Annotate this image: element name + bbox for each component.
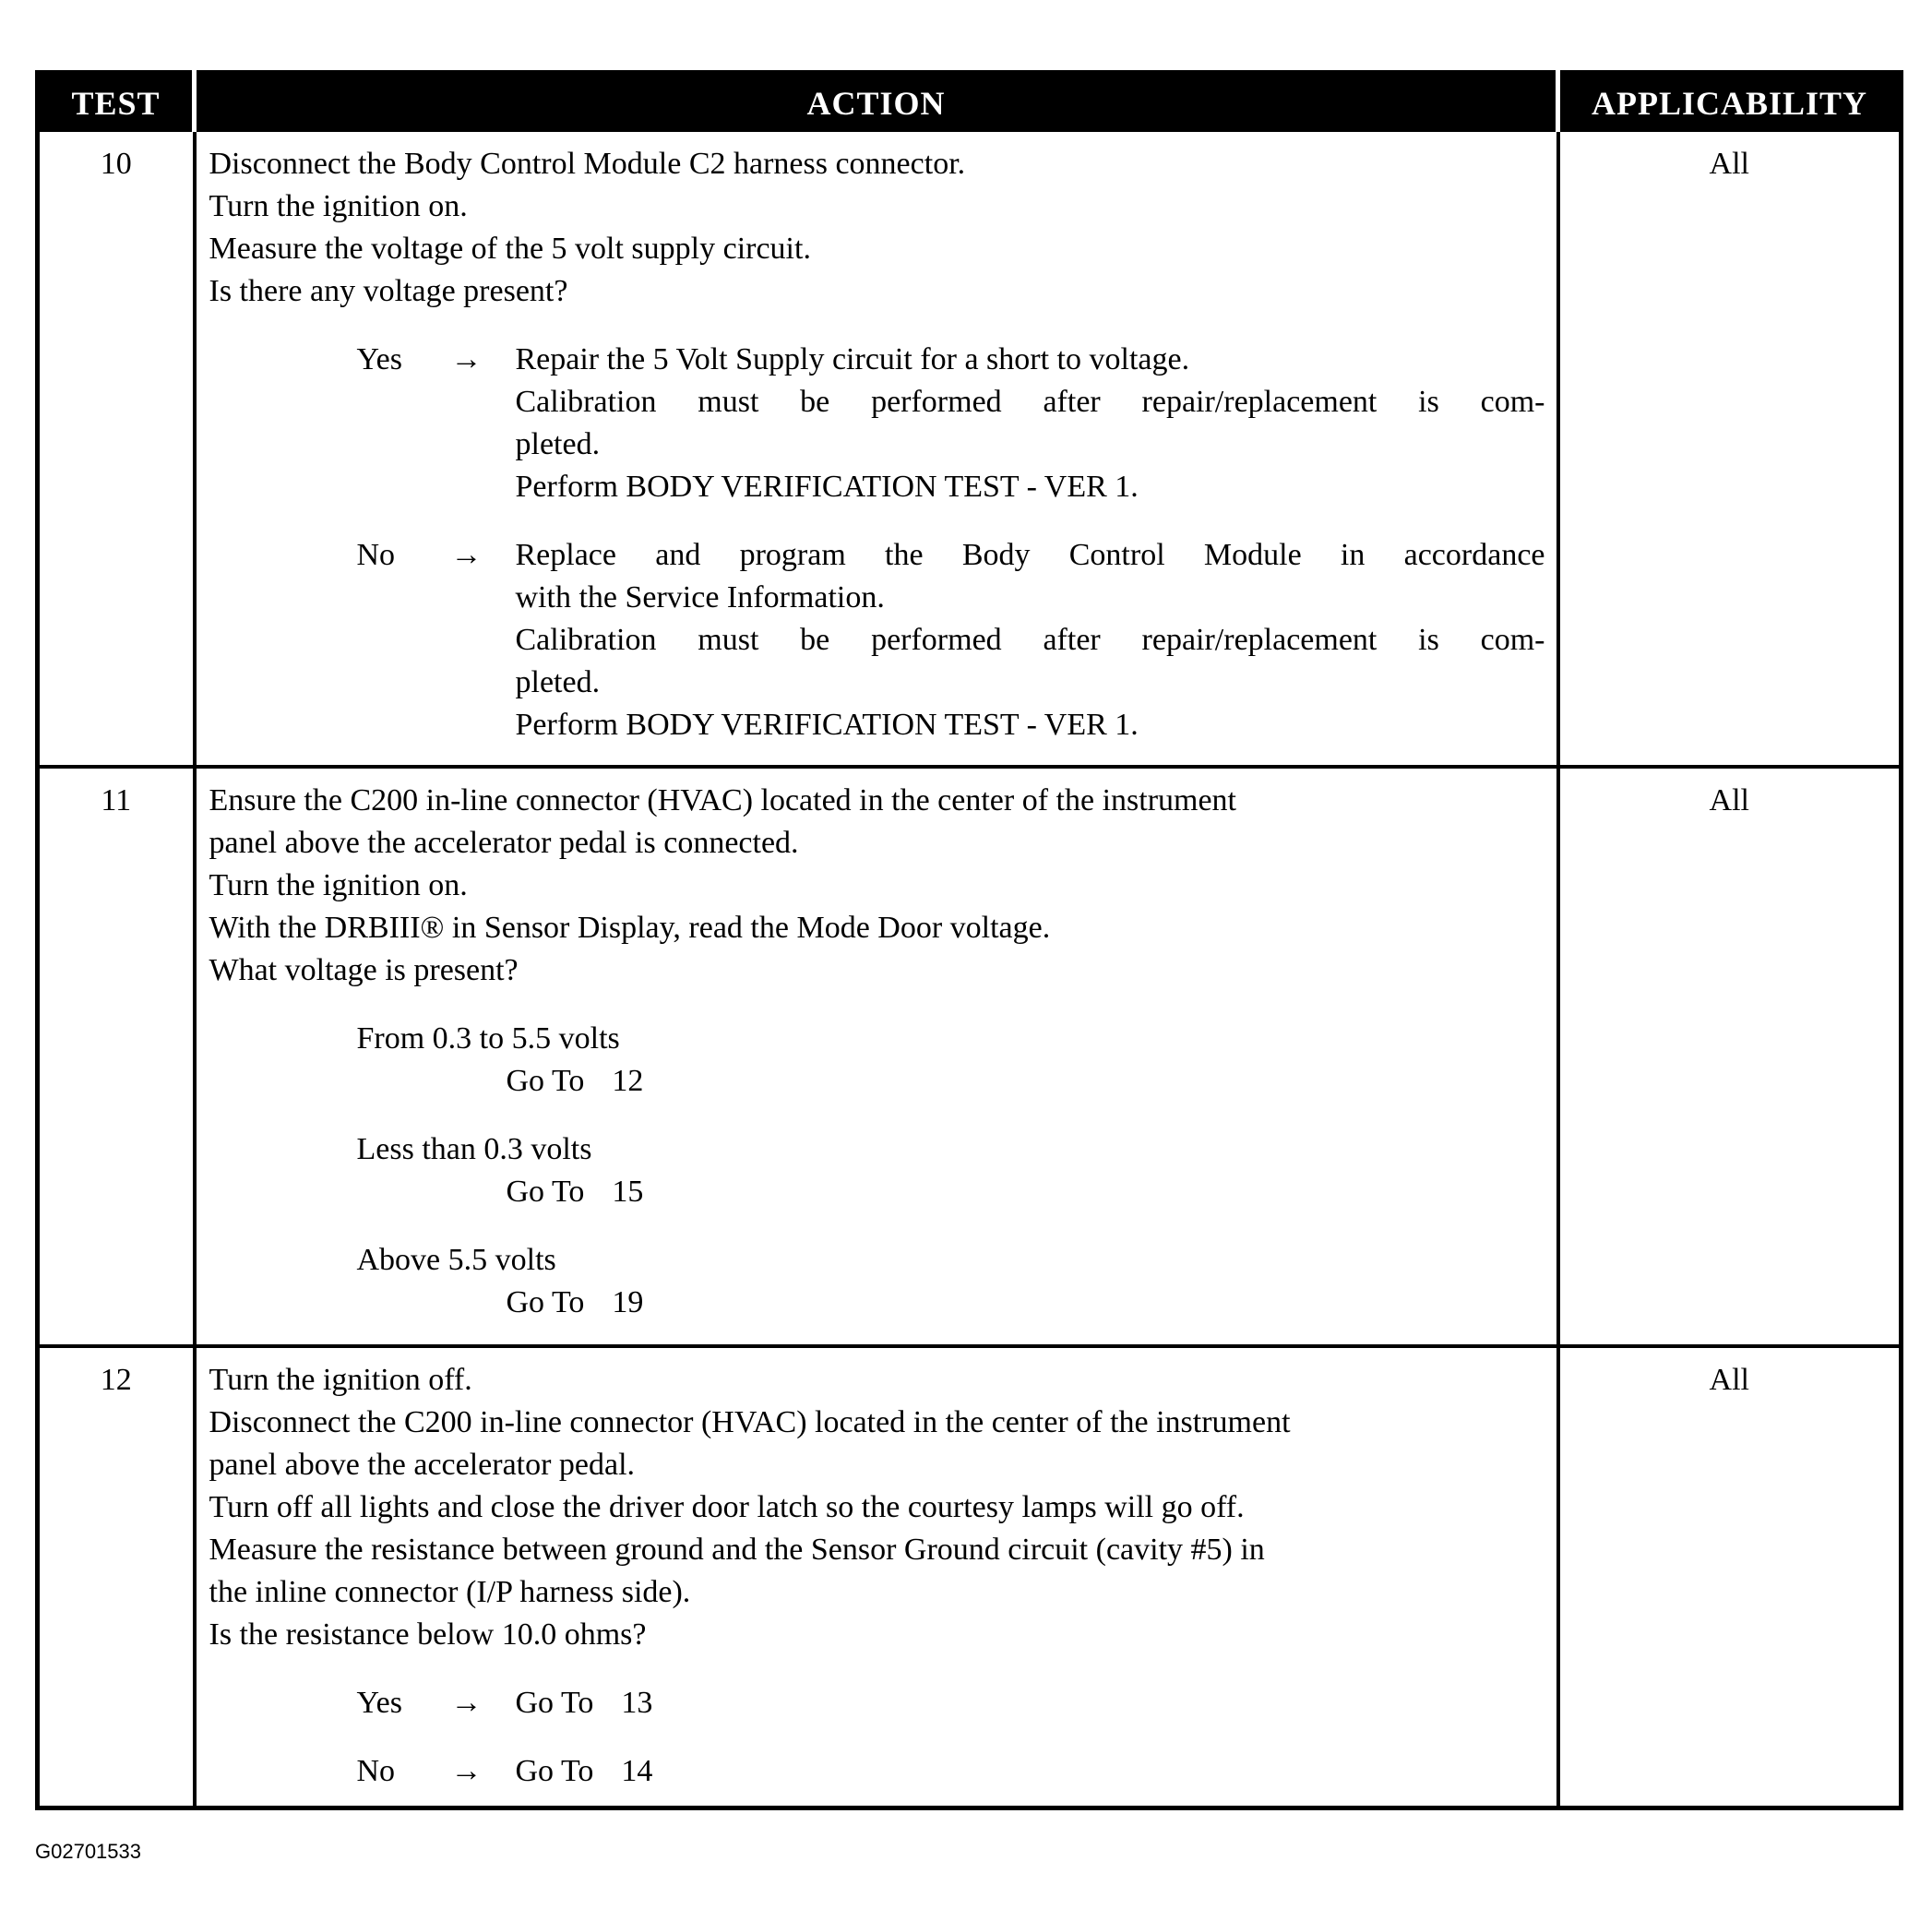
result-line: with the Service Information.: [515, 580, 885, 614]
outcome-yes: [209, 1682, 1545, 1724]
outcome-label: Yes: [356, 342, 402, 376]
goto-step: [516, 1750, 1545, 1793]
action-line: Ensure the C200 in-line connector (HVAC) located in the center of the instrument: [209, 783, 1236, 817]
goto-step: [516, 1682, 1545, 1724]
range-condition: From 0.3 to 5.5 volts: [356, 1021, 620, 1056]
result-line: Calibration must be performed after repair/replacement is com-: [515, 385, 1545, 419]
outcome-result: [516, 534, 1545, 746]
range-condition: Above 5.5 volts: [356, 1243, 556, 1277]
action-line: Is there any voltage present?: [209, 274, 568, 308]
action-line: Measure the voltage of the 5 volt supply circuit.: [209, 232, 811, 266]
arrow-icon: →: [450, 1754, 483, 1788]
action-line: Is the resistance below 10.0 ohms?: [209, 1617, 647, 1652]
action-line: Turn off all lights and close the driver door latch so the courtesy lamps will go off.: [209, 1490, 1245, 1524]
test-number: 12: [38, 1346, 195, 1808]
outcome-yes: [209, 339, 1545, 508]
outcome-result: [516, 339, 1545, 508]
action-line: panel above the accelerator pedal is connected.: [209, 826, 799, 860]
procedure-page: [35, 70, 1899, 1810]
applicability-value: All: [1558, 767, 1902, 1346]
arrow-icon: →: [450, 1686, 483, 1720]
goto-number: 13: [621, 1686, 653, 1720]
action-line: Disconnect the C200 in-line connector (HVAC) located in the center of the instrument: [209, 1405, 1291, 1439]
figure-id: G02701533: [35, 1840, 141, 1863]
applicability-value: All: [1558, 132, 1902, 767]
result-line: Calibration must be performed after repair/replacement is com-: [515, 623, 1545, 657]
goto-number: 12: [612, 1064, 644, 1098]
goto-label: Go To: [506, 1285, 585, 1319]
arrow-icon: →: [450, 342, 483, 376]
test-number: 10: [100, 147, 132, 181]
diagnostic-test-table: [35, 70, 1903, 1810]
goto-label: Go To: [515, 1754, 594, 1788]
action-line: What voltage is present?: [209, 953, 519, 987]
action-line: With the DRBIII® in Sensor Display, read the Mode Door voltage.: [209, 911, 1051, 945]
action-line: panel above the accelerator pedal.: [209, 1448, 636, 1482]
result-line: pleted.: [515, 665, 601, 699]
table-header-row: [38, 73, 1902, 133]
voltage-range: [209, 1018, 1545, 1103]
result-line: Perform BODY VERIFICATION TEST - VER 1.: [515, 708, 1139, 742]
action-cell: [195, 767, 1558, 1346]
header-applicability: APPLICABILITY: [1558, 73, 1902, 133]
result-line: Repair the 5 Volt Supply circuit for a short to voltage.: [515, 342, 1190, 376]
action-cell: [195, 132, 1558, 767]
header-test: TEST: [38, 73, 195, 133]
header-action: ACTION: [195, 73, 1558, 133]
test-number: 11: [38, 767, 195, 1346]
result-line: Replace and program the Body Control Module in accordance: [515, 538, 1545, 572]
result-line: Perform BODY VERIFICATION TEST - VER 1.: [515, 470, 1139, 504]
action-cell: [195, 1346, 1558, 1808]
table-row-test-11: [38, 767, 1902, 1346]
applicability-value: All: [1558, 1346, 1902, 1808]
goto-number: 14: [621, 1754, 653, 1788]
outcome-no: [209, 534, 1545, 746]
goto-label: Go To: [515, 1686, 594, 1720]
goto-step: [357, 1282, 1545, 1324]
action-line: Turn the ignition off.: [209, 1363, 472, 1397]
action-line: Disconnect the Body Control Module C2 harness connector.: [209, 147, 966, 181]
goto-step: [357, 1060, 1545, 1103]
table-row-test-10: [38, 132, 1902, 767]
result-line: pleted.: [515, 427, 601, 461]
action-line: Measure the resistance between ground and the Sensor Ground circuit (cavity #5) in: [209, 1533, 1265, 1567]
goto-label: Go To: [506, 1175, 585, 1209]
outcome-label: No: [356, 1754, 396, 1788]
outcome-label: Yes: [356, 1686, 402, 1720]
arrow-icon: →: [450, 538, 483, 572]
action-line: the inline connector (I/P harness side).: [209, 1575, 691, 1609]
voltage-range: [209, 1128, 1545, 1213]
range-condition: Less than 0.3 volts: [356, 1132, 592, 1166]
goto-label: Go To: [506, 1064, 585, 1098]
table-row-test-12: [38, 1346, 1902, 1808]
voltage-range: [209, 1239, 1545, 1324]
outcome-no: [209, 1750, 1545, 1793]
goto-step: [357, 1171, 1545, 1213]
action-line: Turn the ignition on.: [209, 189, 468, 223]
outcome-label: No: [356, 538, 396, 572]
goto-number: 15: [612, 1175, 644, 1209]
goto-number: 19: [612, 1285, 644, 1319]
action-line: Turn the ignition on.: [209, 868, 468, 902]
